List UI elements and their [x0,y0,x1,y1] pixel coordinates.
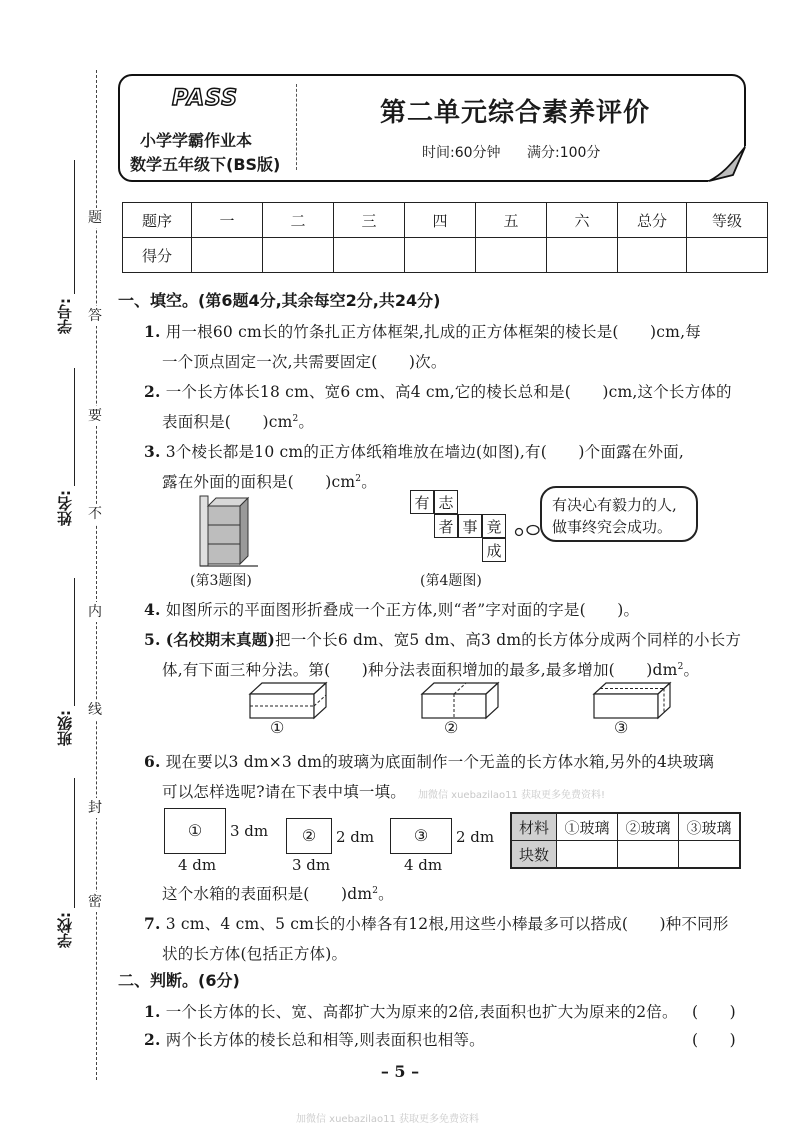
motto-bubble [540,486,698,542]
question-7: 7. 3 cm、4 cm、5 cm长的小棒各有12根,用这些小棒最多可以搭成( )种不同形 [144,914,729,933]
score-table-row [123,238,768,273]
watermark-bottom: 加微信 xuebazilao11 获取更多免费资料 [296,1114,480,1125]
full-score: 满分:100分 [526,145,601,161]
section-2-heading: 二、判断。(6分) [118,971,240,990]
motto-line: 有决心有毅力的人, [552,496,677,514]
brand-edition: 数学五年级下(BS版) [130,155,281,174]
glass-3-height: 2 dm [456,828,495,846]
question-6-cont: 可以怎样选呢?请在下表中填一填。 [162,783,407,801]
net-cell: 有 [410,490,434,514]
score-header-cell: 四 [405,203,476,238]
cut-1-label: ① [270,718,285,737]
question-6: 6. 现在要以3 dm×3 dm的玻璃为底面制作一个无盖的长方体水箱,另外的4块玻璃 [144,752,715,771]
material-header-row [511,813,740,841]
score-cell[interactable] [263,238,334,273]
cut-3-label: ③ [614,718,629,737]
worksheet-header [118,74,746,182]
cuboid-cut-1-figure [248,680,330,720]
class-field[interactable] [74,578,75,706]
score-table-header-row [123,203,768,238]
source-tag: (名校期末真题) [165,630,276,649]
judge-2-answer[interactable]: ( ) [692,1031,736,1049]
figure-4-caption: (第4题图) [420,573,482,589]
question-3: 3. 3个棱长都是10 cm的正方体纸箱堆放在墙边(如图),有( )个面露在外面, [144,442,684,461]
score-cell[interactable] [405,238,476,273]
seal-char: 线 [88,702,102,718]
net-cell: 志 [434,490,458,514]
stacked-cubes-figure [196,488,266,572]
seal-char: 密 [88,894,102,910]
seal-char: 题 [88,210,102,226]
page-number: – 5 – [380,1062,420,1081]
score-row-label: 得分 [123,238,192,273]
header-divider [296,84,297,170]
seal-char: 封 [88,800,102,816]
question-1: 1. 用一根60 cm长的竹条扎正方体框架,扎成的正方体框架的棱长是( )cm,每 [144,322,701,341]
score-cell[interactable] [192,238,263,273]
name-field[interactable] [74,368,75,486]
brand-name: 小学学霸作业本 [140,131,253,150]
net-cell: 事 [458,514,482,538]
judge-1-answer[interactable]: ( ) [692,1003,736,1021]
figure-3-caption: (第3题图) [190,573,252,589]
question-7-cont: 状的长方体(包括正方体)。 [162,945,348,963]
material-count-cell[interactable] [557,841,618,869]
judge-1: 1. 一个长方体的长、宽、高都扩大为原来的2倍,表面积也扩大为原来的2倍。 [144,1002,678,1021]
question-4: 4. 如图所示的平面图形折叠成一个正方体,则“者”字对面的字是( )。 [144,600,640,619]
watermark: 加微信 xuebazilao11 获取更多免费资料! [418,790,606,801]
score-header-cell: 等级 [687,203,768,238]
net-cell: 竟 [482,514,506,538]
score-header-cell: 三 [334,203,405,238]
score-header-cell: 五 [476,203,547,238]
score-cell[interactable] [687,238,768,273]
name-label: 姓名: [56,490,74,526]
glass-piece-1: ① [164,808,226,854]
question-6-area: 这个水箱的表面积是( )$dm^2$。 [162,885,394,903]
score-cell[interactable] [547,238,618,273]
score-header-cell: 六 [547,203,618,238]
section-1-heading: 一、填空。(第6题4分,其余每空2分,共24分) [118,291,441,310]
material-count-cell[interactable] [618,841,679,869]
thought-bubble-dots-icon [512,522,542,538]
page-title: 第二单元综合素养评价 [380,98,651,128]
exam-meta [422,142,622,162]
glass-1-width: 4 dm [178,856,217,874]
material-count-cell[interactable] [679,841,741,869]
question-1-cont: 一个顶点固定一次,共需要固定( )次。 [162,353,447,371]
page-curl-icon [707,145,747,183]
seal-char: 答 [88,308,102,324]
student-id-label: 学号: [56,298,74,334]
school-label: 学校: [56,912,74,948]
motto-line: 做事终究会成功。 [552,518,673,536]
score-header-cell: 一 [192,203,263,238]
score-cell[interactable] [334,238,405,273]
pass-logo: PASS [172,86,239,111]
score-cell[interactable] [618,238,687,273]
material-count-row [511,841,740,869]
material-table [510,812,741,869]
glass-2-width: 3 dm [292,856,331,874]
question-5-cont: 体,有下面三种分法。第( )种分法表面积增加的最多,最多增加( )$dm^2$。 [162,661,700,679]
cut-2-label: ② [444,718,459,737]
score-header-cell: 总分 [618,203,687,238]
score-table [122,202,768,273]
material-header-cell: ①玻璃 [557,813,618,841]
seal-char: 内 [88,604,102,620]
question-3-cont: 露在外面的面积是( )$cm^2$。 [162,473,377,491]
seal-char: 要 [88,408,102,424]
school-field[interactable] [74,778,75,908]
glass-piece-2: ② [286,818,332,854]
net-cell: 成 [482,538,506,562]
question-5: 5. (名校期末真题)把一个长6 dm、宽5 dm、高3 dm的长方体分成两个同样的小长方 [144,630,742,649]
question-2-cont: 表面积是( )$cm^2$。 [162,413,315,431]
glass-piece-3: ③ [390,818,452,854]
class-label: 班级: [56,710,74,746]
material-row-label: 块数 [511,841,557,869]
score-header-cell: 题序 [123,203,192,238]
student-id-field[interactable] [74,160,75,294]
glass-3-width: 4 dm [404,856,443,874]
cuboid-cut-2-figure [420,680,502,720]
score-header-cell: 二 [263,203,334,238]
seal-char: 不 [88,506,102,522]
material-header-cell: 材料 [511,813,557,841]
judge-2: 2. 两个长方体的棱长总和相等,则表面积也相等。 [144,1030,485,1049]
question-2: 2. 一个长方体长18 cm、宽6 cm、高4 cm,它的棱长总和是( )cm,这个长方体的 [144,382,732,401]
material-header-cell: ③玻璃 [679,813,741,841]
score-cell[interactable] [476,238,547,273]
glass-1-height: 3 dm [230,822,269,840]
material-header-cell: ②玻璃 [618,813,679,841]
cuboid-cut-3-figure [592,680,674,720]
net-cell: 者 [434,514,458,538]
time-limit: 时间:60分钟 [422,145,501,161]
glass-2-height: 2 dm [336,828,375,846]
